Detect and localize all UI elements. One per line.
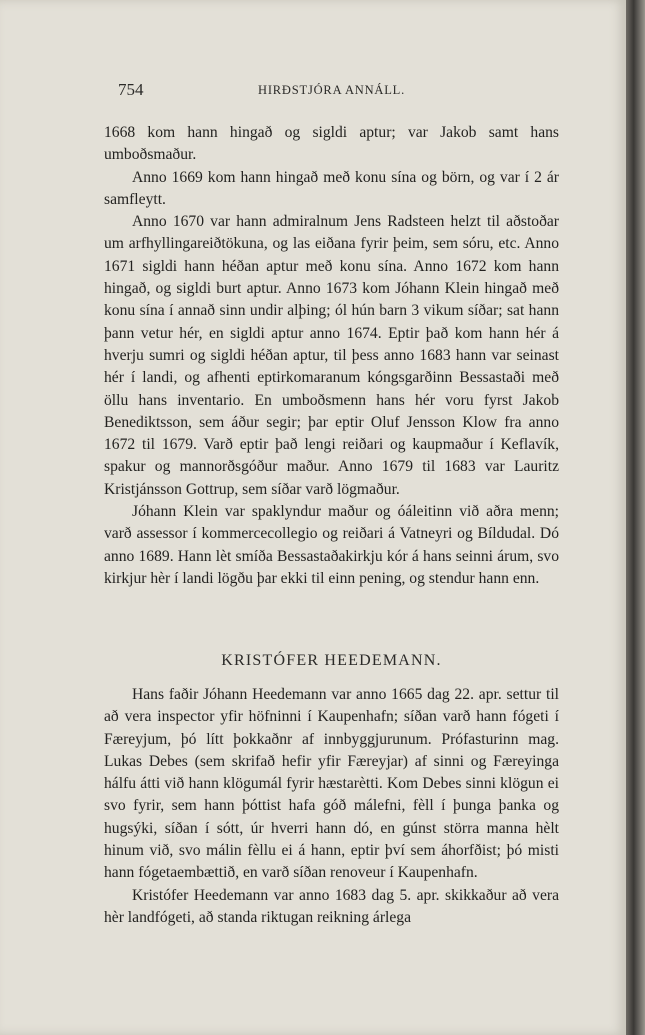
page-number: 754 — [118, 80, 144, 99]
paragraph: 1668 kom hann hingað og sigldi aptur; var Jakob samt hans umboðsmaður. — [104, 124, 559, 164]
paragraph: Anno 1670 var hann admiralnum Jens Radsteen helzt til aðstoðar um arfhyllingareiðtökuna, og las eiðana fyrir þeim, sem sóru, etc. Anno 1671 sigldi hann héðan aptur með konu sína. Anno 1672 kom hann hingað, og sigldi burt aptur. Anno 1673 kom Jóhann Klein hingað með konu sína í annað sinn undir alþing; ól hún barn 3 vikum síðar; sat hann þann vetur hér, en sigldi aptur anno 1674. Eptir það kom hann hér á hverju sumri og sigldi héðan aptur, til þess anno 1683 hann var seinast hér í landi, og afhenti eptirkomaranum kóngsgarðinn Bessastaði með öllu hans inventario. En umboðsmenn hans hér voru fyrst Jakob Benediktsson, sem áður segir; þar eptir Oluf Jensson Klow fra anno 1672 til 1679. Varð eptir það lengi reiðari og kaupmaður í Keflavík, spakur og mannorðsgóður maður. Anno 1679 til 1683 var Lauritz Kristjánsson Gottrup, sem síðar varð lögmaður. — [104, 213, 559, 498]
section-text — [104, 684, 559, 929]
paragraph: Kristófer Heedemann var anno 1683 dag 5. apr. skikkaður að vera hèr landfógeti, að standa riktugan reikning árlega — [104, 886, 559, 926]
main-text — [104, 122, 559, 590]
paragraph: Anno 1669 kom hann hingað með konu sína og börn, og var í 2 ár samfleytt. — [104, 168, 559, 208]
page-header — [118, 80, 578, 104]
paragraph: Hans faðir Jóhann Heedemann var anno 1665 dag 22. apr. settur til að vera inspector yfir höfninni í Kaupenhafn; síðan varð hann fógeti í Færeyjum, þó lítt þokkaðnr af innbyggjurunum. Prófasturinn mag. Lukas Debes (sem skrifað hefir yfir Færeyjar) af sinni og Færeyinga hálfu átti við hann klögumál fyrir hæstarètti. Kom Debes sinni klögun ei svo fyrir, sem hann þóttist hafa góð málefni, fèll í þunga þanka og hugsýki, síðan í sótt, úr hverri hann dó, en gúnst störra manna hèlt hinum við, svo málin fèllu ei á hann, eptir því sem áhorfðist; þó misti hann fógetaembættið, en varð síðan renoveur í Kaupenhafn. — [104, 686, 559, 882]
book-spine-edge — [626, 0, 645, 1035]
section-heading: KRISTÓFER HEEDEMANN. — [221, 652, 442, 669]
running-title: HIRÐSTJÓRA ANNÁLL. — [258, 83, 406, 97]
paragraph: Jóhann Klein var spaklyndur maður og óáleitinn við aðra menn; varð assessor í kommercecollegio og reiðari á Vatneyri og Bíldudal. Dó anno 1689. Hann lèt smíða Bessastaðakirkju kór á hans seinni árum, svo kirkjur hèr í landi lögðu þar ekki til einn pening, og stendur hann enn. — [104, 503, 559, 587]
